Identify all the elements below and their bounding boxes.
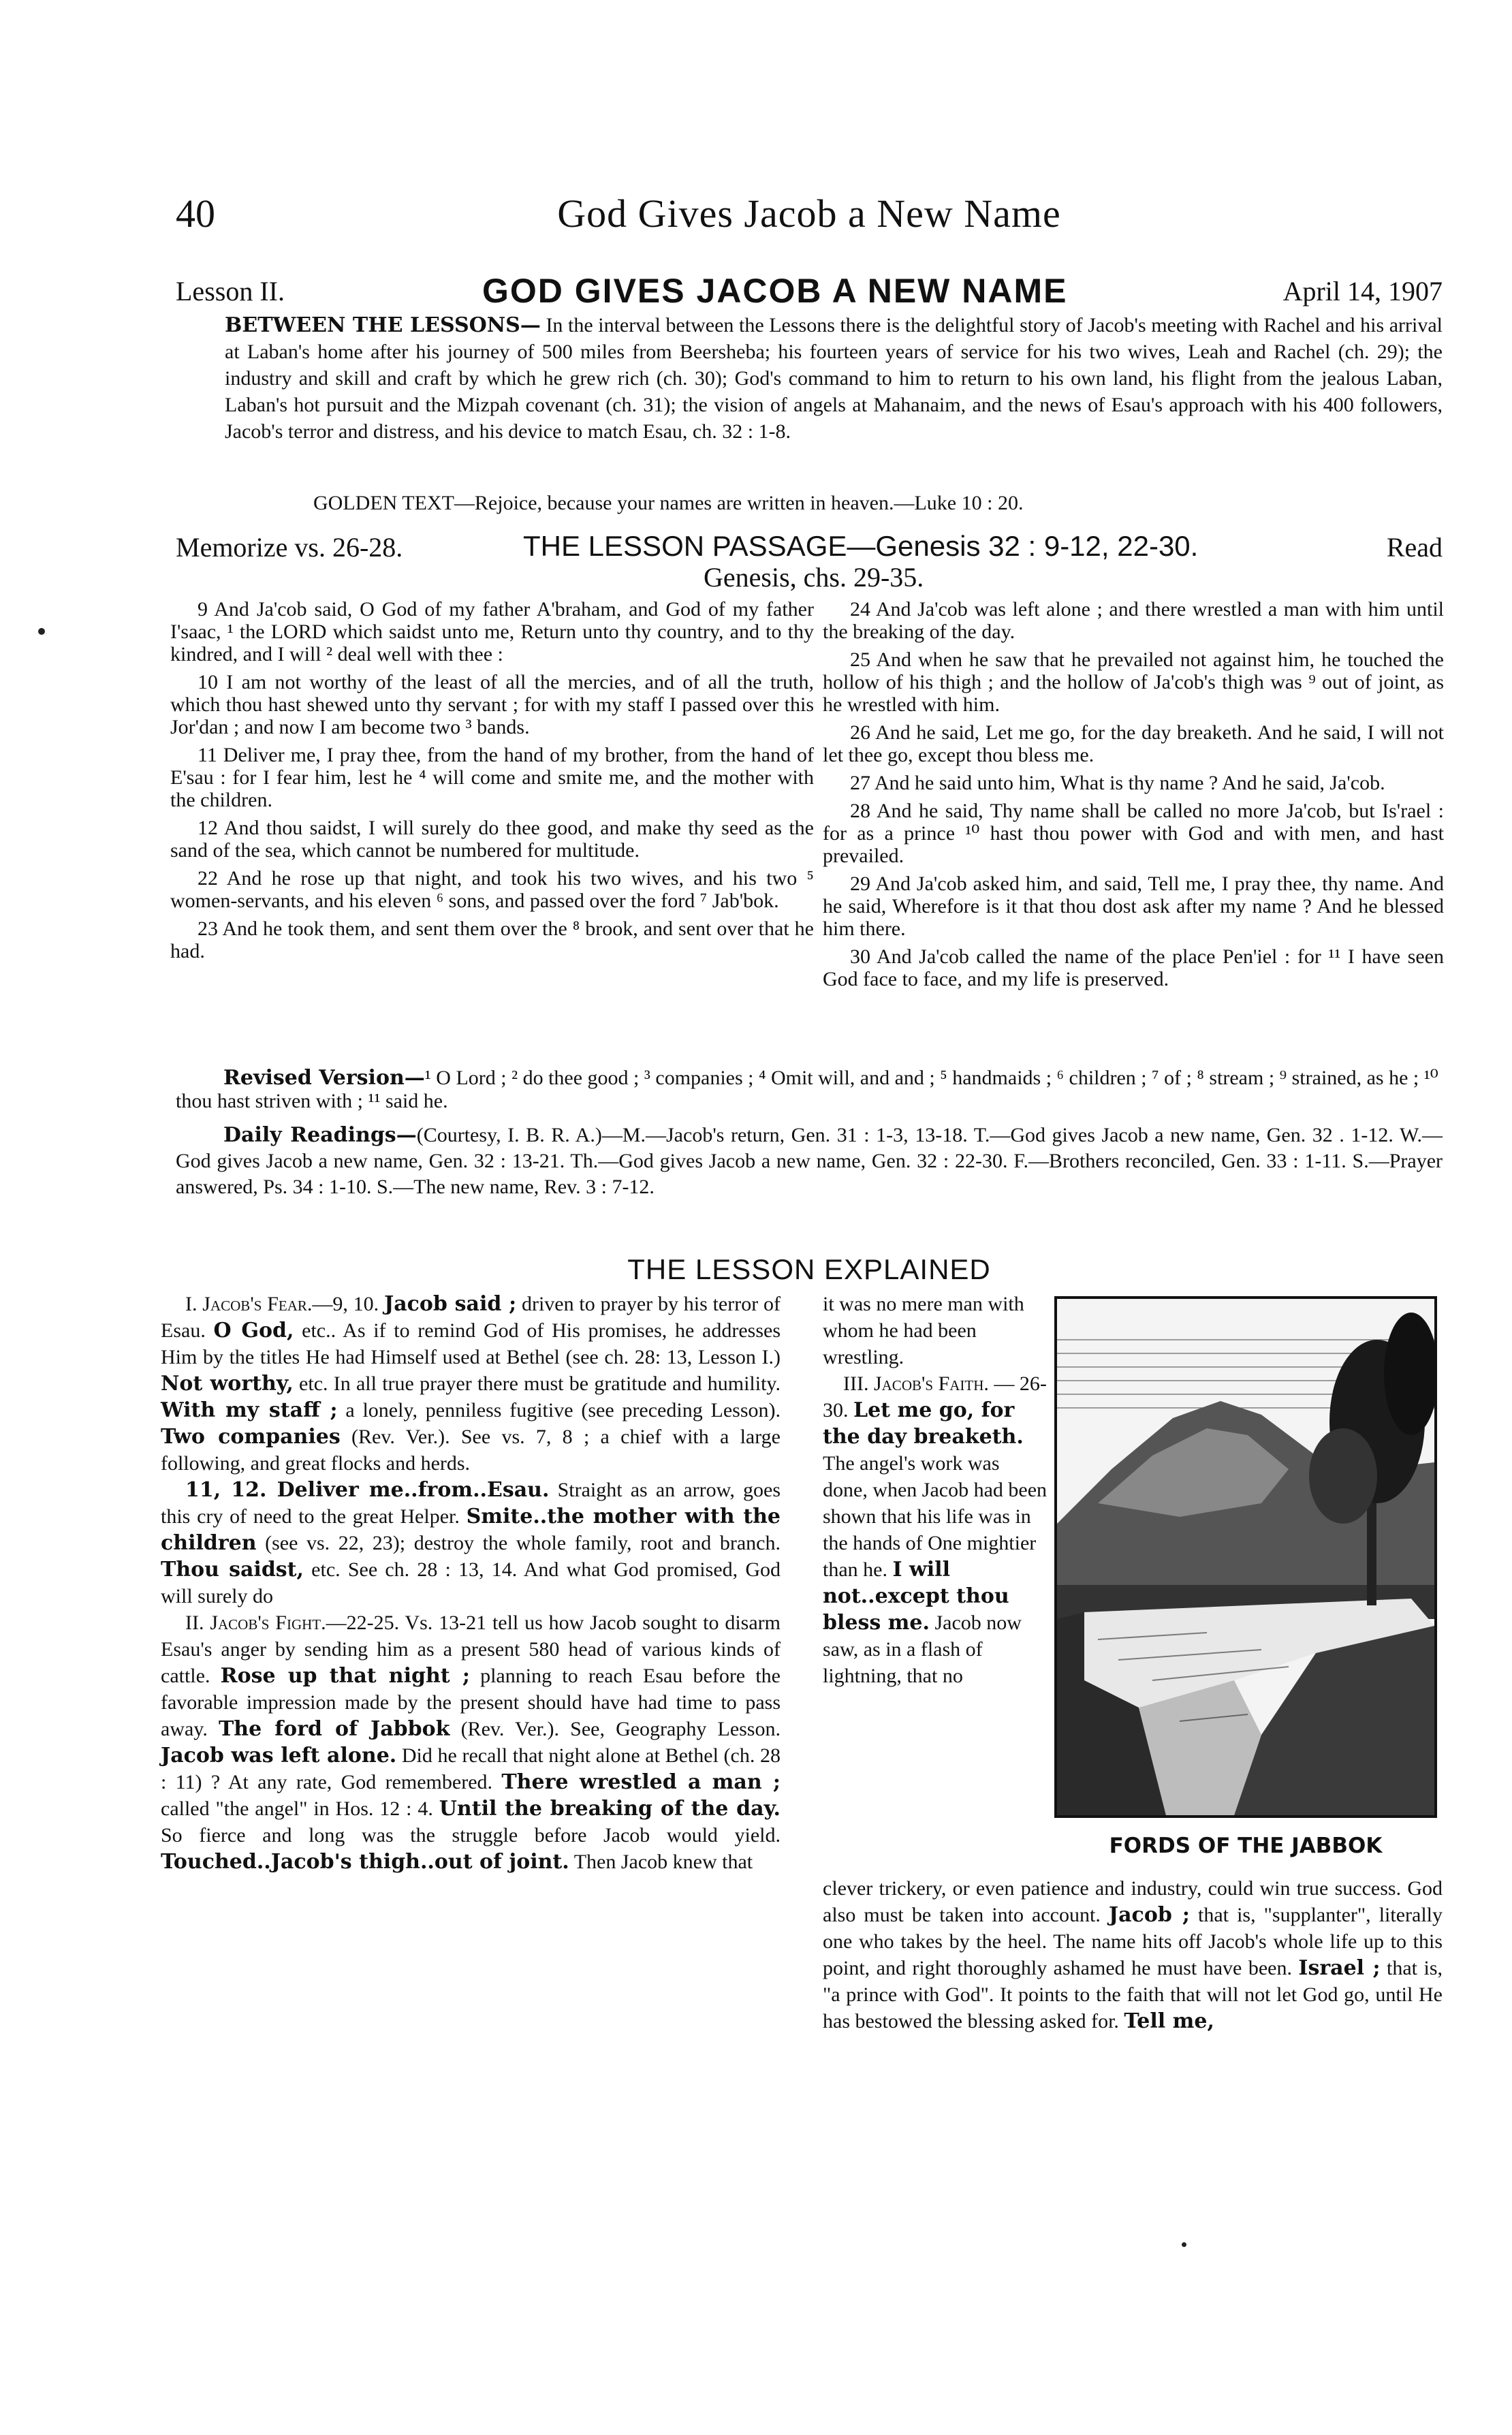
memorize-verses: Memorize vs. 26-28.: [176, 532, 403, 563]
verse: 28 And he said, Thy name shall be called no more Ja'cob, but Is'rael : for as a prince ¹⁰ hast thou power with God and with men, and hast prevailed.: [823, 800, 1444, 867]
margin-speck: [38, 628, 45, 635]
explanation-paragraph: it was no mere man with whom he had been wrestling.: [823, 1293, 1024, 1368]
verse: 22 And he rose up that night, and took his two wives, and his two ⁵ women-servants, and his eleven ⁶ sons, and passed over the ford ⁷ Jab'bok.: [170, 867, 814, 912]
running-title: God Gives Jacob a New Name: [557, 191, 1061, 236]
revised-version: [176, 1067, 1443, 1113]
verse: 11 Deliver me, I pray thee, from the hand of my brother, from the hand of E'sau : for I fear him, lest he ⁴ will come and smite me, and the mother with the children.: [170, 744, 814, 811]
verse: 26 And he said, Let me go, for the day breaketh. And he said, I will not let thee go, except thou bless me.: [823, 721, 1444, 766]
margin-speck: [1182, 2242, 1186, 2247]
page-number: 40: [176, 191, 215, 236]
lesson-date: April 14, 1907: [1282, 276, 1443, 307]
golden-text: GOLDEN TEXT—Rejoice, because your names are written in heaven.—Luke 10 : 20.: [313, 492, 1024, 514]
passage-heading: [176, 530, 1443, 598]
lesson-explained-title: THE LESSON EXPLAINED: [627, 1253, 991, 1285]
passage-title: THE LESSON PASSAGE—Genesis 32 : 9-12, 22-30.: [523, 530, 1199, 562]
explanation-left-column: [161, 1291, 781, 1875]
lesson-number: Lesson II.: [176, 276, 285, 307]
daily-text: (Courtesy, I. B. R. A.)—M.—Jacob's return, Gen. 31 : 1-3, 13-18. T.—God gives Jacob a new name, Gen. 32 . 1-12. W.—God gives Jacob a new name, Gen. 32 : 13-21. Th.—God gives Jacob a new name, Gen. 32 : 22-30. F.—Brothers reconciled, Gen. 33 : 1-11. S.—Prayer answered, Ps. 34 : 1-10. S.—The new name, Rev. 3 : 7-12.: [176, 1124, 1443, 1198]
daily-readings: [176, 1122, 1443, 1200]
explanation-middle-column: [823, 1291, 1048, 1689]
between-lessons: [225, 312, 1443, 445]
revised-label: Revised Version—: [223, 1066, 425, 1090]
section-heading: I. Jacob's Fear.—9, 10.: [185, 1293, 379, 1315]
illustration-caption: FORDS OF THE JABBOK: [1109, 1834, 1383, 1858]
fords-illustration: [1054, 1296, 1437, 1818]
lesson-title-row: [176, 271, 1443, 312]
between-label: BETWEEN THE LESSONS—: [225, 313, 541, 337]
verse: 30 And Ja'cob called the name of the place Pen'iel : for ¹¹ I have seen God face to face, and my life is preserved.: [823, 945, 1444, 990]
between-text: In the interval between the Lessons there is the delightful story of Jacob's meeting with Rachel and his arrival at Laban's home after his journey of 500 miles from Beersheba; his fourteen years of service for his two wives, Leah and Rachel (ch. 29); the industry and skill and craft by which he grew rich (ch. 30); God's command to him to return to his own land, his flight from the jealous Laban, Laban's hot pursuit and the Mizpah covenant (ch. 31); the vision of angels at Mahanaim, and the news of Esau's approach with his 400 followers, Jacob's terror and distress, and his device to match Esau, ch. 32 : 1-8.: [225, 314, 1443, 443]
verses-right-column: [823, 598, 1444, 996]
read-reference: Genesis, chs. 29-35.: [704, 562, 924, 593]
read-label: Read: [1386, 532, 1443, 563]
verse: 10 I am not worthy of the least of all the mercies, and of all the truth, which thou hast shewed unto thy servant ; for with my staff I passed over this Jor'dan ; and now I am become two ³ bands.: [170, 671, 814, 738]
verses-left-column: [170, 598, 814, 968]
revised-text: ¹ O Lord ; ² do thee good ; ³ companies ; ⁴ Omit will, and and ; ⁵ handmaids ; ⁶ children ; ⁷ of ; ⁸ stream ; ⁹ strained, as he ; ¹⁰ thou hast striven with ; ¹¹ said he.: [176, 1067, 1438, 1112]
explanation-right-column: clever trickery, or even patience and industry, could win true success. God also must be taken into account. Jacob ; that is, "supplanter", literally one who takes by the heel. The name hits off Jacob's whole life up to this point, and right thoroughly ashamed he must have been. Israel ; that is, "a prince with God". It points to the faith that will not let God go, until He has bestowed the blessing asked for. Tell me,: [823, 1877, 1443, 2033]
explanation-paragraph: II. Jacob's Fight.—22-25. Vs. 13-21 tell us how Jacob sought to disarm Esau's anger by sending him as a present 580 head of various kinds of cattle. Rose up that night ; planning to reach Esau before the favorable impression made by the present should have had time to pass away. The ford of Jabbok (Rev. Ver.). See, Geography Lesson. Jacob was left alone. Did he recall that night alone at Bethel (ch. 28 : 11) ? At any rate, God remembered. There wrestled a man ; called "the angel" in Hos. 12 : 4. Until the breaking of the day. So fierce and long was the struggle before Jacob would yield. Touched..Jacob's thigh..out of joint. Then Jacob knew that: [161, 1612, 781, 1874]
section-heading: III. Jacob's Faith. — 26-30.: [823, 1372, 1047, 1421]
landscape-engraving: [1057, 1299, 1434, 1815]
verse: 25 And when he saw that he prevailed not against him, he touched the hollow of his thigh ; and the hollow of Ja'cob's thigh was ⁹ out of joint, as he wrestled with him.: [823, 648, 1444, 716]
section-heading: II. Jacob's Fight.—22-25.: [185, 1612, 400, 1634]
verse: 9 And Ja'cob said, O God of my father A'braham, and God of my father I'saac, ¹ the LORD which saidst unto me, Return unto thy country, and to thy kindred, and I will ² deal well with thee :: [170, 598, 814, 665]
explanation-paragraph: 11, 12. Deliver me..from..Esau. Straight as an arrow, goes this cry of need to the great Helper. Smite..the mother with the children (see vs. 22, 23); destroy the whole family, root and branch. Thou saidst, etc. See ch. 28 : 13, 14. And what God promised, God will surely do: [161, 1478, 781, 1607]
verse: 24 And Ja'cob was left alone ; and there wrestled a man with him until the breaking of the day.: [823, 598, 1444, 643]
verse: 27 And he said unto him, What is thy name ? And he said, Ja'cob.: [850, 772, 1385, 794]
lesson-title: GOD GIVES JACOB A NEW NAME: [482, 272, 1068, 310]
daily-label: Daily Readings—: [223, 1123, 417, 1147]
running-header: [176, 191, 1443, 245]
verse: 12 And thou saidst, I will surely do thee good, and make thy seed as the sand of the sea, which cannot be numbered for multitude.: [170, 817, 814, 862]
verse: 29 And Ja'cob asked him, and said, Tell me, I pray thee, thy name. And he said, Wherefore is it that thou dost ask after my name ? And he blessed him there.: [823, 873, 1444, 940]
explanation-paragraph: III. Jacob's Faith. — 26-30. Let me go, for the day breaketh. The angel's work was done, when Jacob had been shown that his life was in the hands of One mightier than he. I will not..except thou bless me. Jacob now saw, as in a flash of lightning, that no: [823, 1372, 1048, 1687]
explanation-paragraph: I. Jacob's Fear.—9, 10. Jacob said ; driven to prayer by his terror of Esau. O God, etc.. As if to remind God of His promises, he addresses Him by the titles He had Himself used at Bethel (see ch. 28: 13, Lesson I.) Not worthy, etc. In all true prayer there must be gratitude and humility. With my staff ; a lonely, penniless fugitive (see preceding Lesson). Two companies (Rev. Ver.). See vs. 7, 8 ; a chief with a large following, and great flocks and herds.: [161, 1292, 781, 1475]
verse: 23 And he took them, and sent them over the ⁸ brook, and sent over that he had.: [170, 917, 814, 962]
